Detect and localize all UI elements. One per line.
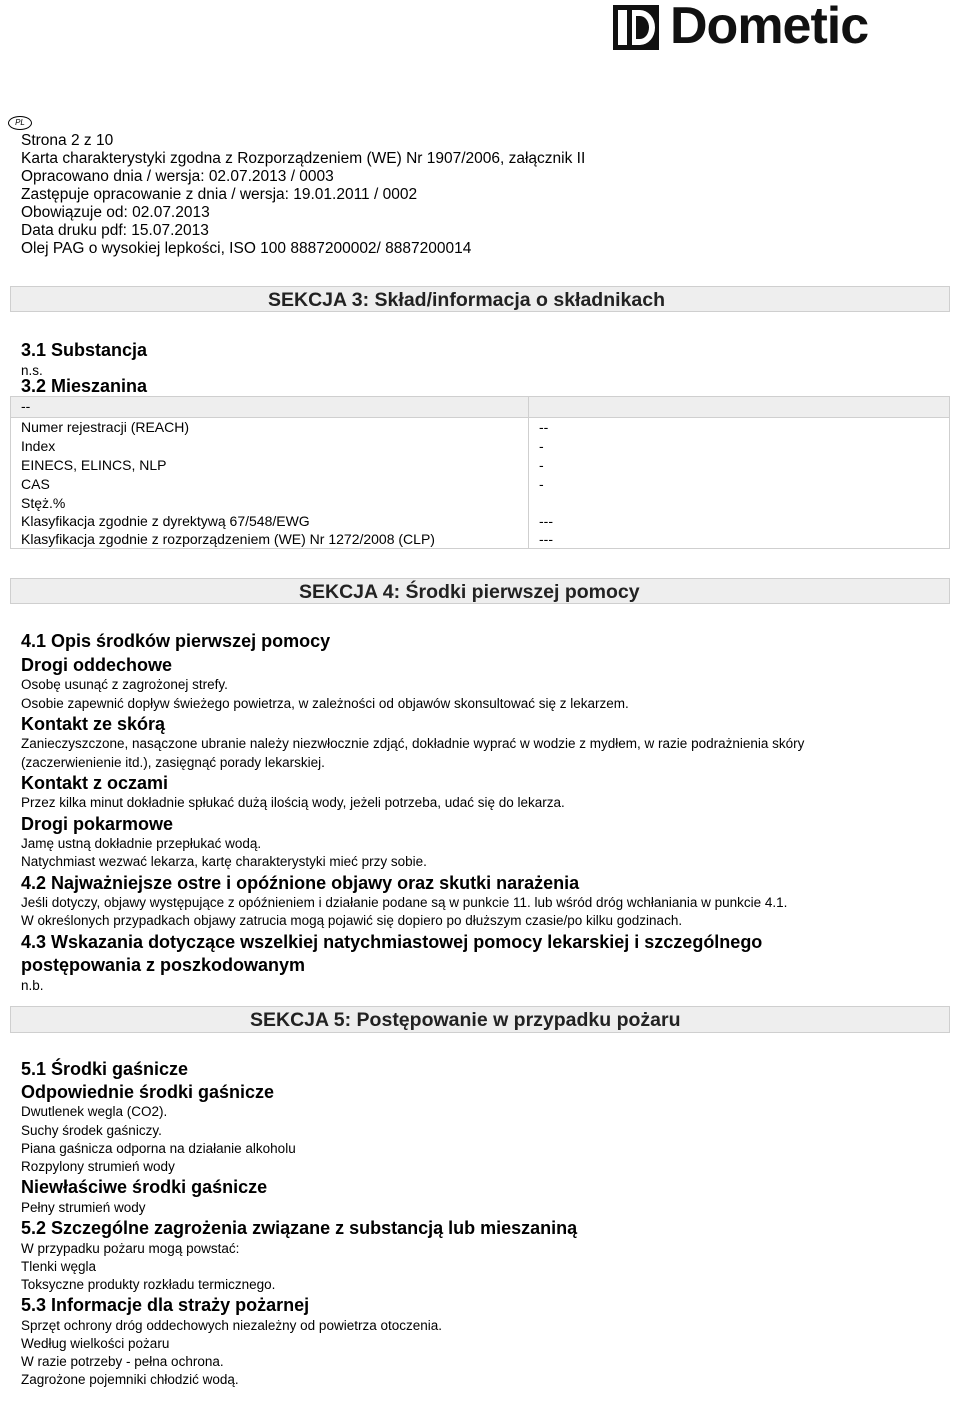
list-item: Piana gaśnicza odporna na działanie alkoholu (21, 1141, 296, 1156)
text-skin-2: (zaczerwienienie itd.), zasięgnąć porady lekarskiej. (21, 755, 325, 770)
language-badge: PL (8, 116, 32, 130)
list-item: Sprzęt ochrony dróg oddechowych niezależny od powietrza otoczenia. (21, 1318, 442, 1333)
list-item: Toksyczne produkty rozkładu termicznego. (21, 1277, 276, 1292)
heading-3-1: 3.1 Substancja (21, 340, 148, 360)
list-item: Zagrożone pojemniki chłodzić wodą. (21, 1372, 239, 1387)
product-name: Olej PAG o wysokiej lepkości, ISO 100 8887200002/ 8887200014 (21, 240, 472, 257)
document-regulation: Karta charakterystyki zgodna z Rozporządzeniem (WE) Nr 1907/2006, załącznik II (21, 150, 586, 167)
table-row-value: - (539, 457, 544, 473)
table-row-label: CAS (21, 476, 50, 492)
table-row-value: -- (539, 419, 549, 435)
table-row-label: Numer rejestracji (REACH) (21, 419, 190, 435)
replaces-date: Zastępuje opracowanie z dnia / wersja: 19.01.2011 / 0002 (21, 186, 418, 203)
text-3-1: n.s. (21, 363, 43, 378)
table-row-label: Index (21, 438, 56, 454)
subheading-suitable-media: Odpowiednie środki gaśnicze (21, 1082, 275, 1102)
company-logo (612, 2, 954, 54)
text-4-3: n.b. (21, 978, 44, 993)
dometic-logo-icon (612, 2, 662, 52)
table-row-value: - (539, 438, 544, 454)
subheading-skin: Kontakt ze skórą (21, 714, 166, 734)
section-4-title: SEKCJA 4: Środki pierwszej pomocy (299, 581, 640, 603)
prepared-date: Opracowano dnia / wersja: 02.07.2013 / 0003 (21, 168, 334, 185)
heading-5-1: 5.1 Środki gaśnicze (21, 1059, 189, 1079)
table-row-label: EINECS, ELINCS, NLP (21, 457, 167, 473)
text-4-2-2: W określonych przypadkach objawy zatrucia mogą pojawić się dopiero po dłuższym czasie/po kilku godzinach. (21, 913, 683, 928)
page-number: Strona 2 z 10 (21, 132, 114, 149)
subheading-inhalation: Drogi oddechowe (21, 655, 173, 675)
heading-5-3: 5.3 Informacje dla straży pożarnej (21, 1295, 310, 1315)
table-header-cell: -- (21, 398, 31, 414)
text-unsuitable-media: Pełny strumień wody (21, 1200, 146, 1215)
text-ingestion-1: Jamę ustną dokładnie przepłukać wodą. (21, 836, 262, 851)
text-eye-1: Przez kilka minut dokładnie spłukać dużą ilością wody, jeżeli potrzeba, udać się do lekarza. (21, 795, 565, 810)
list-item: Według wielkości pożaru (21, 1336, 170, 1351)
table-row-label: Klasyfikacja zgodnie z dyrektywą 67/548/EWG (21, 513, 310, 529)
heading-5-2: 5.2 Szczególne zagrożenia związane z substancją lub mieszaniną (21, 1218, 578, 1238)
list-item: Dwutlenek wegla (CO2). (21, 1104, 168, 1119)
list-item: Rozpylony strumień wody (21, 1159, 175, 1174)
table-row-label: Stęż.% (21, 495, 66, 511)
table-row-value: - (539, 476, 544, 492)
valid-from: Obowiązuje od: 02.07.2013 (21, 204, 210, 221)
subheading-eye: Kontakt z oczami (21, 773, 169, 793)
text-ingestion-2: Natychmiast wezwać lekarza, kartę charakterystyki mieć przy sobie. (21, 854, 427, 869)
heading-4-3-line-1: 4.3 Wskazania dotyczące wszelkiej natychmiastowej pomocy lekarskiej i szczególnego (21, 932, 763, 952)
print-date: Data druku pdf: 15.07.2013 (21, 222, 209, 239)
text-inhalation-2: Osobie zapewnić dopływ świeżego powietrza, w zależności od objawów skonsultować się z lekarzem. (21, 696, 629, 711)
heading-4-1: 4.1 Opis środków pierwszej pomocy (21, 631, 331, 651)
text-4-2-1: Jeśli dotyczy, objawy występujące z opóźnieniem i działanie podane są w punkcie 11. lub wśród dróg wchłaniania w punkcie 4.1. (21, 895, 788, 910)
list-item: W razie potrzeby - pełna ochrona. (21, 1354, 224, 1369)
logo-text: Dometic (670, 0, 869, 55)
list-item: W przypadku pożaru mogą powstać: (21, 1241, 240, 1256)
table-row-label: Klasyfikacja zgodnie z rozporządzeniem (WE) Nr 1272/2008 (CLP) (21, 531, 435, 547)
subheading-unsuitable-media: Niewłaściwe środki gaśnicze (21, 1177, 268, 1197)
list-item: Tlenki węgla (21, 1259, 97, 1274)
table-row-value: --- (539, 531, 553, 547)
heading-4-2: 4.2 Najważniejsze ostre i opóźnione objawy oraz skutki narażenia (21, 873, 580, 893)
composition-table (10, 396, 950, 549)
subheading-ingestion: Drogi pokarmowe (21, 814, 174, 834)
section-5-title: SEKCJA 5: Postępowanie w przypadku pożaru (250, 1009, 681, 1031)
heading-4-3-line-2: postępowania z poszkodowanym (21, 955, 306, 975)
text-inhalation-1: Osobę usunąć z zagrożonej strefy. (21, 677, 228, 692)
text-skin-1: Zanieczyszczone, nasączone ubranie należy niezwłocznie zdjąć, dokładnie wyprać w wodzie z mydłem, w razie podrażnienia skóry (21, 736, 805, 751)
section-3-title: SEKCJA 3: Skład/informacja o składnikach (268, 289, 665, 311)
table-row-value: --- (539, 513, 553, 529)
heading-3-2: 3.2 Mieszanina (21, 376, 148, 396)
table-header-row (11, 397, 949, 418)
list-item: Suchy środek gaśniczy. (21, 1123, 162, 1138)
